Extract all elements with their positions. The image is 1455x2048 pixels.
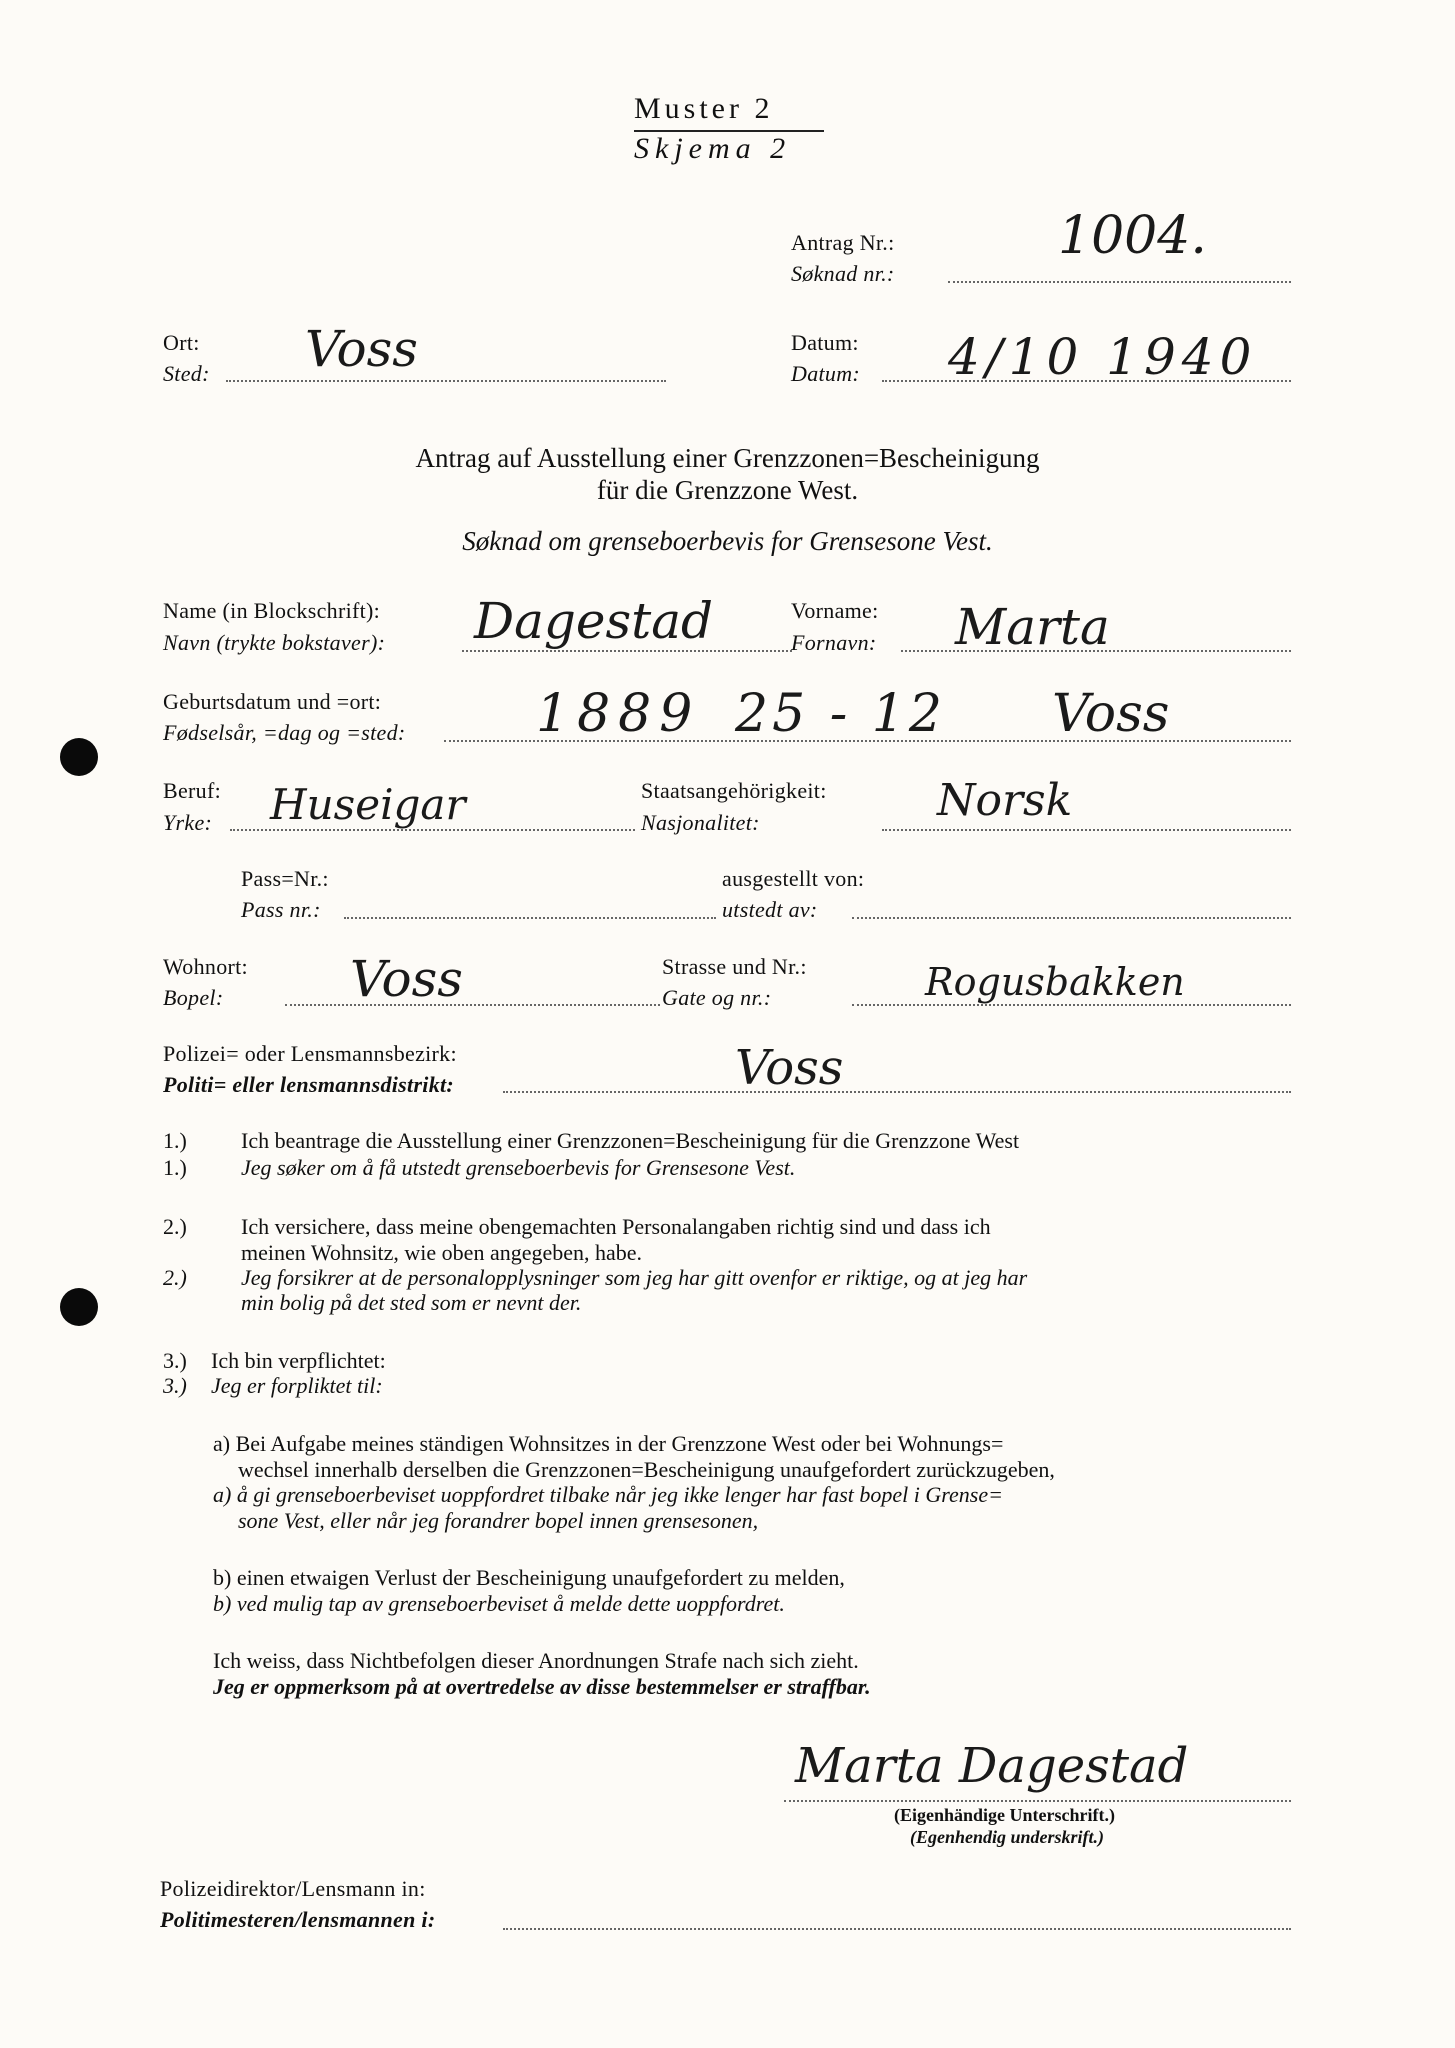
ort-label-de: Ort: [163,330,200,355]
clause3a-de-2: wechsel innerhalb derselben die Grenzzonen=Bescheinigung unaufgefordert zurückzugeben, [238,1457,1055,1482]
punch-hole-top [60,738,98,776]
wohnort-line [285,1004,660,1006]
pass-line [344,917,716,919]
datum-label-no: Datum: [791,361,861,386]
footer-label-de: Polizeidirektor/Lensmann in: [160,1876,426,1901]
clause3a-no-2: sone Vest, eller når jeg forandrer bopel innen grensesonen, [238,1508,759,1533]
clause3-num-no: 3.) [163,1373,187,1398]
punch-hole-bottom [60,1288,98,1326]
strasse-label-no: Gate og nr.: [662,985,772,1010]
form-title-de-1: Antrag auf Ausstellung einer Grenzzonen=Bescheinigung [415,443,1040,473]
form-number-no: Skjema 2 [634,132,792,165]
pass-label-no: Pass nr.: [241,897,321,922]
antrag-label-no: Søknad nr.: [791,261,895,286]
staat-label-de: Staatsangehörigkeit: [641,778,827,803]
antrag-line [948,281,1291,283]
signature-label-no: (Egenhendig underskrift.) [910,1827,1105,1847]
signature-value[interactable]: Marta Dagestad [795,1738,1189,1794]
strasse-label-de: Strasse und Nr.: [662,954,807,979]
form-title-no: Søknad om grenseboerbevis for Grensesone Vest. [462,526,993,556]
clause1-num-no: 1.) [163,1155,187,1180]
staat-value[interactable]: Norsk [937,775,1073,826]
ort-label-no: Sted: [163,361,210,386]
vorname-value[interactable]: Marta [955,598,1110,656]
geburt-label-de: Geburtsdatum und =ort: [163,689,382,714]
antrag-label-de: Antrag Nr.: [791,230,895,255]
clause2-num-de: 2.) [163,1214,187,1239]
beruf-label-no: Yrke: [163,810,213,835]
clause2-no-2: min bolig på det sted som er nevnt der. [241,1290,582,1315]
clause3-de: Ich bin verpflichtet: [211,1348,386,1373]
name-value[interactable]: Dagestad [474,592,714,650]
clause3-no: Jeg er forpliktet til: [211,1373,383,1398]
geburt-place[interactable]: Voss [1052,684,1170,744]
vorname-label-de: Vorname: [791,598,879,623]
clause2-de-2: meinen Wohnsitz, wie oben angegeben, habe. [241,1240,643,1265]
form-title-de-2: für die Grenzzone West. [596,475,859,505]
datum-label-de: Datum: [791,330,859,355]
geburt-label-no: Fødselsår, =dag og =sted: [163,720,406,745]
polizei-label-de: Polizei= oder Lensmannsbezirk: [163,1041,457,1066]
geburt-date[interactable]: 25 - 12 [735,684,946,744]
ort-line [226,380,666,382]
clause3a-de-1: a) Bei Aufgabe meines ständigen Wohnsitzes in der Grenzzone West oder bei Wohnungs= [213,1431,1004,1456]
staat-label-no: Nasjonalitet: [641,810,760,835]
polizei-value[interactable]: Voss [735,1040,844,1096]
name-label-de: Name (in Blockschrift): [163,598,381,623]
staat-line [882,829,1291,831]
polizei-label-no: Politi= eller lensmannsdistrikt: [163,1072,455,1097]
clause2-de-1: Ich versichere, dass meine obengemachten Personalangaben richtig sind und dass ich [241,1214,991,1239]
signature-line [784,1800,1291,1802]
ort-value[interactable]: Voss [305,320,418,378]
clause1-num-de: 1.) [163,1128,187,1153]
clause3b-no: b) ved mulig tap av grenseboerbeviset å melde dette uoppfordret. [213,1591,785,1616]
clause1-no: Jeg søker om å få utstedt grenseboerbevis for Grensesone Vest. [241,1155,796,1180]
clause2-num-no: 2.) [163,1265,187,1290]
wohnort-label-no: Bopel: [163,985,224,1010]
footer-label-no: Politimesteren/lensmannen i: [160,1907,436,1932]
antrag-value[interactable]: 1004. [1058,206,1207,266]
clause3a-no-1: a) å gi grenseboerbeviset uoppfordret tilbake når jeg ikke lenger har fast bopel i Grense= [213,1482,1003,1507]
clause1-de: Ich beantrage die Ausstellung einer Grenzzonen=Bescheinigung für die Grenzzone West [241,1128,1020,1153]
ausgestellt-label-de: ausgestellt von: [722,866,865,891]
beruf-value[interactable]: Huseigar [270,780,466,829]
strasse-value[interactable]: Rogusbakken [925,960,1185,1004]
vorname-label-no: Fornavn: [791,630,877,655]
warning-no: Jeg er oppmerksom på at overtredelse av disse bestemmelser er straffbar. [213,1674,871,1699]
polizei-line [503,1091,1291,1093]
footer-line [503,1928,1291,1930]
datum-value[interactable]: 4/10 1940 [948,328,1258,386]
beruf-label-de: Beruf: [163,778,222,803]
name-line [462,650,792,652]
clause2-no-1: Jeg forsikrer at de personalopplysninger som jeg har gitt ovenfor er riktige, og at jeg har [241,1265,1028,1290]
ausgestellt-line [852,917,1291,919]
ausgestellt-label-no: utstedt av: [722,897,818,922]
strasse-line [852,1004,1291,1006]
pass-label-de: Pass=Nr.: [241,866,329,891]
clause3-num-de: 3.) [163,1348,187,1373]
clause3b-de: b) einen etwaigen Verlust der Bescheinigung unaufgefordert zu melden, [213,1565,845,1590]
signature-label-de: (Eigenhändige Unterschrift.) [894,1805,1115,1825]
form-number-de: Muster 2 [634,92,774,125]
wohnort-label-de: Wohnort: [163,954,248,979]
wohnort-value[interactable]: Voss [350,950,463,1008]
name-label-no: Navn (trykte bokstaver): [163,630,386,655]
beruf-line [230,829,635,831]
geburt-year[interactable]: 1889 [536,684,701,744]
warning-de: Ich weiss, dass Nichtbefolgen dieser Anordnungen Strafe nach sich zieht. [213,1648,859,1673]
